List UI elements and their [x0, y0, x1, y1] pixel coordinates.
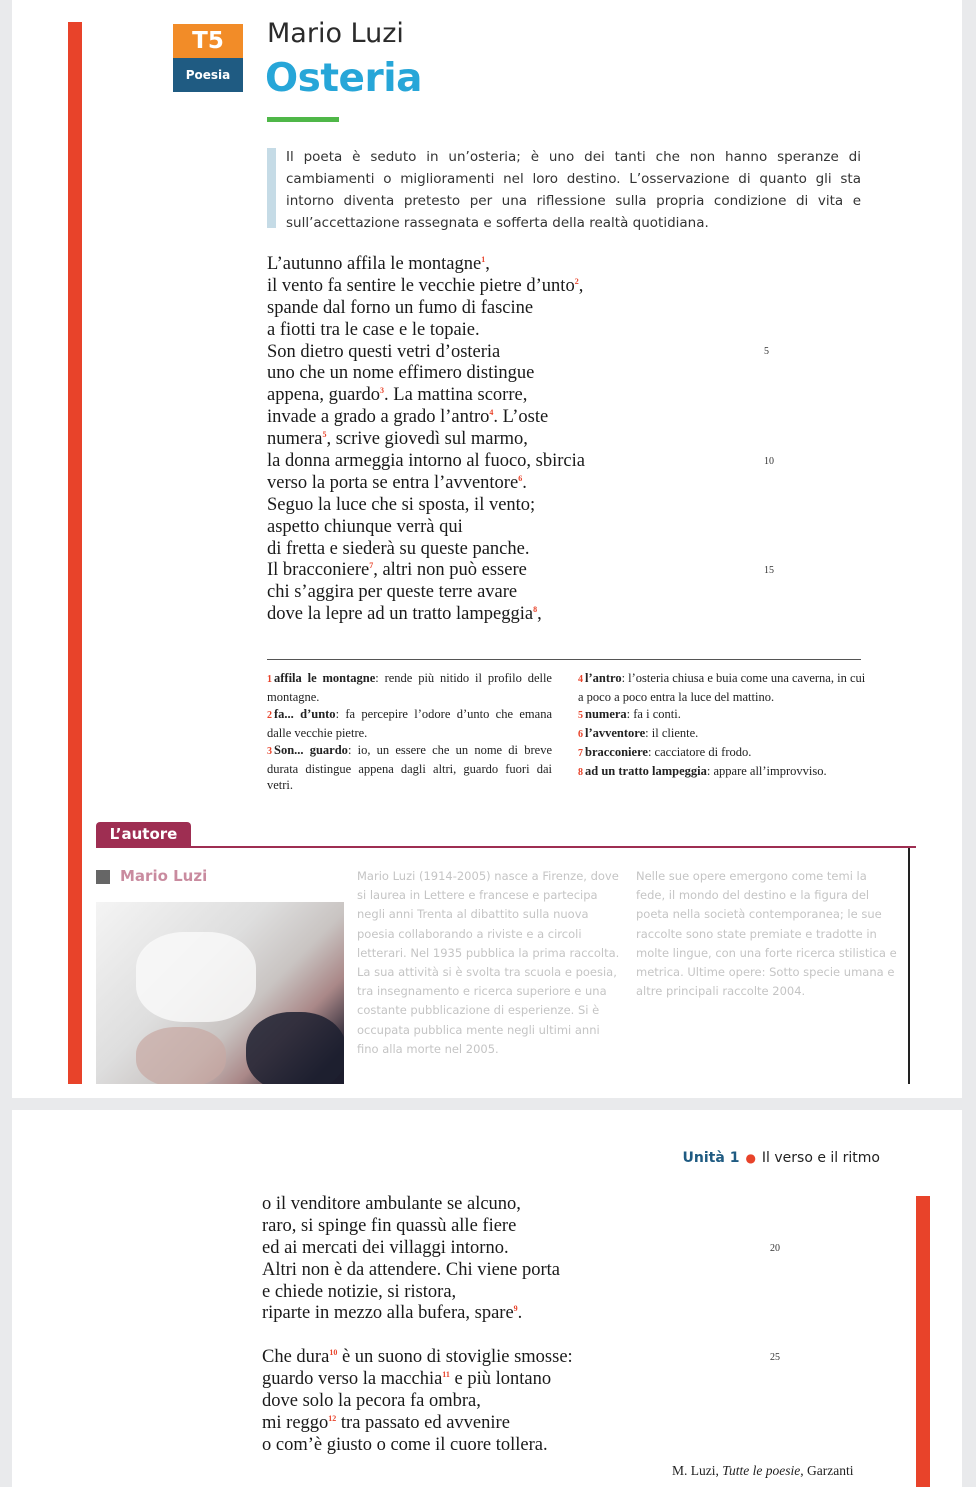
footnote [578, 725, 870, 744]
poem-line-text: verso la porta se entra l’avventore [267, 472, 519, 493]
poem-line-text: e più lontano [449, 1369, 552, 1390]
footnote-number: 1 [267, 674, 272, 685]
footnote-definition: : appare all’improvviso. [706, 763, 827, 778]
footnote-definition: : io, un essere che un nome di breve durata distingue appena dagli altri, guardo fuori dai vetri. [267, 742, 552, 793]
poem-verses-part-one [267, 254, 585, 626]
poem-line [262, 1347, 573, 1369]
footnote-number: 2 [267, 709, 272, 721]
poem-line-text: L’autunno affila le montagne [267, 254, 482, 274]
footnote [267, 742, 552, 795]
footnote-number: 7 [578, 747, 583, 759]
footnote-marker: 11 [442, 1369, 450, 1379]
page-one [12, 0, 962, 1098]
poem-line-text: , altri non può essere [373, 560, 527, 581]
poem-line-text: mi reggo [262, 1412, 329, 1433]
poem-line-text: spande dal forno un fumo di fascine [267, 297, 534, 318]
footnote-term: fa... d’unto [274, 706, 336, 721]
footnote-definition: : fa percepire l’odore d’unto che emana dalle vecchie pietre. [267, 706, 552, 740]
unit-label: Unità 1 [682, 1150, 740, 1166]
footnote-definition: : fa i conti. [626, 706, 681, 721]
page-two [12, 1110, 962, 1487]
poem-line [267, 539, 585, 561]
poem-line-text: Son dietro questi vetri d’osteria [267, 341, 501, 362]
footnote-term: l’antro [585, 671, 622, 685]
poem-line-text: chi s’aggira per queste terre avare [267, 582, 518, 603]
poem-line-text: . [517, 1303, 523, 1324]
poem-line [267, 495, 585, 517]
poem-line [267, 276, 585, 298]
line-number-25: 25 [770, 1352, 780, 1363]
poem-line-text: di fretta e siederà su queste panche. [267, 538, 530, 559]
poem-line-text: Il bracconiere [267, 560, 370, 581]
poem-line [262, 1391, 573, 1413]
unit-topic: Il verso e il ritmo [761, 1150, 880, 1166]
poem-line-text: dove la lepre ad un tratto lampeggia [267, 604, 534, 625]
footnotes-divider [267, 659, 861, 660]
intro-paragraph: Il poeta è seduto in un’osteria; è uno dei tanti che non hanno speranze di cambiamenti o miglioramenti nel loro destino. L’osservazione di quanto gli sta intorno diventa pretesto per una riflessione sulla propria condizione di vita e sull’accettazione rassegnata e sofferta della realtà quotidiana. [286, 149, 861, 231]
poem-line-text: uno che un nome effimero distingue [267, 363, 535, 384]
footnote-marker: 5 [322, 429, 327, 439]
poem-line-text: , [537, 604, 542, 625]
autore-bio-column-1: Mario Luzi (1914-2005) nasce a Firenze, dove si laurea in Lettere e francese e partecipa negli anni Trenta al dibattito sulla nuova poesia collaborando a riviste e a circoli letterari. Nel 1935 pubblica la prima raccolta. La sua attività si è svolta tra scuola e poesia, tra insegnamento e ricerca superiore e una costante pubblicazione di esperienze. Si è occupata pubblica mente negli ultimi anni fino alla morte nel 2005. [357, 869, 620, 1056]
poem-line [262, 1194, 573, 1216]
footnote [578, 763, 870, 782]
footnote-marker: 4 [489, 408, 494, 418]
footnote-marker: 3 [380, 386, 385, 396]
footnote [578, 670, 870, 706]
footnote [267, 706, 552, 742]
poem-line-text: Altri non è da attendere. Chi viene porta [262, 1259, 560, 1280]
poem-line-text: invade a grado a grado l’antro [267, 407, 490, 428]
footnote-marker: 6 [518, 473, 523, 483]
poem-line-text: , [578, 275, 584, 296]
poem-line-text: il vento fa sentire le vecchie pietre d’unto [267, 275, 575, 296]
footnote-term: affila le montagne [274, 671, 376, 685]
poem-line [262, 1435, 573, 1457]
source-author: M. Luzi, [672, 1463, 723, 1478]
poem-line [262, 1260, 573, 1282]
footnote-term: bracconiere [585, 744, 648, 759]
poem-line-text: Che dura [262, 1347, 330, 1368]
poem-line [267, 320, 585, 342]
poem-line-text: riparte in mezzo alla bufera, spare [262, 1303, 514, 1324]
poem-line-text: , scrive giovedì sul marmo, [326, 429, 528, 450]
poem-line [267, 560, 585, 582]
poem-line [262, 1325, 573, 1347]
poem-line-text: . [522, 472, 527, 493]
footnote-definition: : il cliente. [645, 725, 699, 740]
footnote-definition: : cacciatore di frodo. [647, 744, 752, 759]
footnote-marker: 7 [369, 561, 374, 571]
poem-line-text: dove solo la pecora fa ombra, [262, 1391, 481, 1412]
poem-line-text: . La mattina scorre, [384, 385, 528, 406]
unit-header [683, 1150, 880, 1166]
poem-line [262, 1216, 573, 1238]
author-heading: Mario Luzi [267, 18, 404, 49]
footnote-marker: 8 [533, 605, 538, 615]
poem-line-text: è un suono di stoviglie smosse: [337, 1347, 573, 1368]
footnote-number: 3 [267, 745, 272, 757]
line-number-15: 15 [764, 565, 774, 576]
poem-line [262, 1303, 573, 1325]
text-code-badge: T5 [173, 24, 243, 58]
poem-line-text: raro, si spinge fin quassù alle fiere [262, 1215, 517, 1236]
poem-verses-part-two [262, 1194, 573, 1457]
line-number-20: 20 [770, 1243, 780, 1254]
poem-line [262, 1282, 573, 1304]
footnotes-right-column [578, 670, 870, 781]
poem-line [267, 254, 585, 276]
footnote-marker: 2 [574, 276, 579, 286]
footnote-term: ad un tratto lampeggia [585, 763, 707, 778]
poem-line [267, 517, 585, 539]
poem-line-text: Seguo la luce che si sposta, il vento; [267, 494, 536, 515]
poem-line [267, 429, 585, 451]
autore-name: Mario Luzi [120, 867, 208, 885]
poem-line-text: o com’è giusto o come il cuore tollera. [262, 1434, 548, 1455]
footnote-number: 6 [578, 728, 583, 740]
poem-line [262, 1413, 573, 1435]
poem-line-text: guardo verso la macchia [262, 1369, 443, 1390]
poem-line-text: o il venditore ambulante se alcuno, [262, 1194, 521, 1214]
autore-bio-column-2: Nelle sue opere emergono come temi la fede, il mondo del destino e la figura del poeta nella società contemporanea; le sue raccolte sono state premiate e tradotte in molte lingue, con una forte ricerca stilistica e metrica. Ultime opere: Sotto specie umana e altre principali raccolte 2004. [636, 869, 897, 999]
poem-line [267, 451, 585, 473]
footnote [267, 670, 552, 706]
poem-line-text: aspetto chiunque verrà qui [267, 516, 463, 537]
genre-badge: Poesia [173, 58, 243, 92]
page-edge-bar [68, 22, 82, 1084]
poem-line [267, 407, 585, 429]
footnote-marker: 9 [513, 1304, 518, 1314]
poem-line [267, 473, 585, 495]
poem-line [267, 385, 585, 407]
poem-line [262, 1369, 573, 1391]
poem-line-text: la donna armeggia intorno al fuoco, sbircia [267, 451, 585, 472]
line-number-10: 10 [764, 456, 774, 467]
source-book: Tutte le poesie [722, 1463, 801, 1478]
poem-line [262, 1238, 573, 1260]
intro-side-bar [267, 148, 276, 228]
footnote-term: numera [585, 706, 627, 721]
page-edge-bar [916, 1196, 930, 1487]
footnote-marker: 12 [328, 1413, 337, 1423]
title-underline [267, 117, 339, 122]
source-publisher: , Garzanti [800, 1463, 854, 1478]
author-photo [96, 902, 344, 1084]
poem-line [267, 363, 585, 385]
footnote-marker: 1 [481, 254, 486, 264]
footnote-definition: : l’osteria chiusa e buia come una caverna, in cui a poco a poco entra la luce del mattino. [578, 671, 866, 704]
footnote-marker: 10 [329, 1348, 338, 1358]
footnote-definition: : rende più nitido il profilo delle montagne. [267, 671, 552, 704]
footnote [578, 706, 870, 725]
square-bullet-icon [96, 870, 110, 884]
footnote-number: 5 [578, 709, 583, 721]
poem-title: Osteria [265, 56, 422, 101]
autore-section-tab: L’autore [96, 822, 191, 847]
poem-line-text: e chiede notizie, si ristora, [262, 1281, 457, 1302]
poem-line-text: numera [267, 429, 323, 450]
poem-line-text: , [485, 254, 490, 274]
poem-line [267, 582, 585, 604]
poem-line [267, 342, 585, 364]
poem-line [267, 298, 585, 320]
footnotes-left-column [267, 670, 552, 794]
footnote-term: Son... guardo [274, 742, 348, 757]
poem-line [267, 604, 585, 626]
poem-line-text: . L’oste [493, 407, 549, 428]
poem-line-text: appena, guardo [267, 385, 381, 406]
footnote-number: 4 [578, 674, 583, 685]
poem-line-text: tra passato ed avvenire [336, 1412, 510, 1433]
bullet-dot-icon: ● [745, 1151, 756, 1165]
footnote-term: l’avventore [585, 725, 646, 740]
footnote [578, 744, 870, 763]
line-number-5: 5 [764, 346, 769, 357]
source-citation [672, 1463, 853, 1479]
footnote-number: 8 [578, 766, 583, 778]
poem-line-text: a fiotti tra le case e le topaie. [267, 319, 480, 340]
poem-line-text: ed ai mercati dei villaggi intorno. [262, 1237, 509, 1258]
